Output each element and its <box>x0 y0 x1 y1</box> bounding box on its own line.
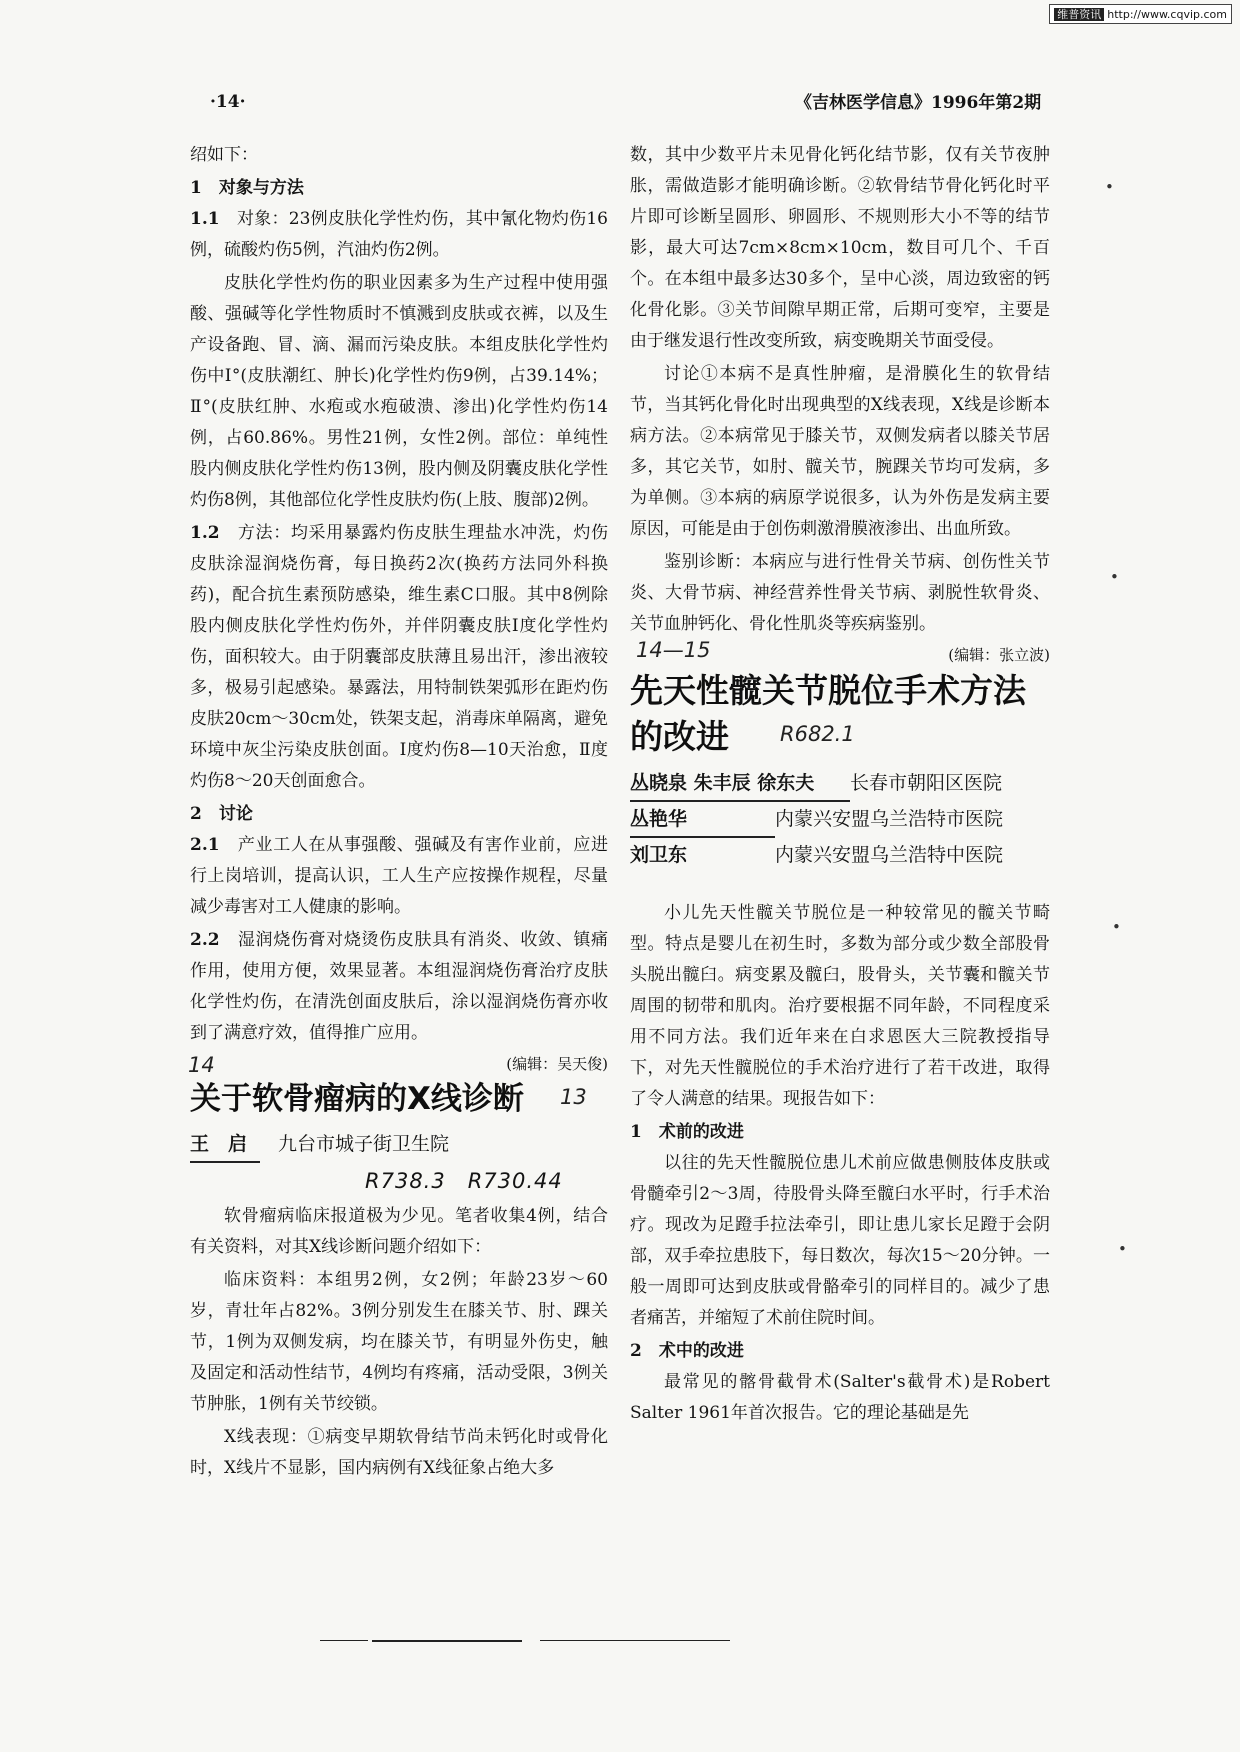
handwritten-note: 13 <box>560 1085 587 1109</box>
article-title <box>630 668 1050 760</box>
subsection-number: 2.2 <box>190 930 220 950</box>
right-column <box>630 140 1050 1431</box>
article-title-block <box>630 638 1050 760</box>
divider <box>540 1640 730 1641</box>
author-line <box>630 802 1050 838</box>
handwritten-note: 14—15 <box>636 638 711 662</box>
paragraph: 临床资料：本组男2例，女2例；年龄23岁～60岁，青壮年占82%。3例分别发生在膝关节、肘、踝关节，1例为双侧发病，均在膝关节，有明显外伤史，触及固定和活动性结节，4例均有疼痛，活动受限，3例关节肿胀，1例有关节绞锁。 <box>190 1270 608 1414</box>
section-heading: 1 对象与方法 <box>190 178 304 198</box>
author-line <box>630 766 1050 802</box>
paragraph: 小儿先天性髋关节脱位是一种较常见的髋关节畸型。特点是婴儿在初生时，多数为部分或少数全部股骨头脱出髋臼。病变累及髋臼，股骨头，关节囊和髋关节周围的韧带和肌肉。治疗要根据不同年龄，不同程度采用不同方法。我们近年来在白求恩医大三院教授指导下，对先天性髋脱位的手术治疗进行了若干改进，取得了令人满意的结果。现报告如下： <box>630 903 1050 1109</box>
paragraph: 鉴别诊断：本病应与进行性骨关节病、创伤性关节炎、大骨节病、神经营养性骨关节病、剥脱性软骨炎、关节血肿钙化、骨化性肌炎等疾病鉴别。 <box>630 552 1050 634</box>
author-line <box>630 838 1050 872</box>
section-heading: 2 讨论 <box>190 804 253 824</box>
paragraph: 软骨瘤病临床报道极为少见。笔者收集4例，结合有关资料，对其X线诊断问题介绍如下： <box>190 1206 608 1257</box>
paragraph: 以往的先天性髋脱位患儿术前应做患侧肢体皮肤或骨髓牵引2～3周，待股骨头降至髋臼水平时，行手术治疗。现改为足蹬手拉法牵引，即让患儿家长足蹬于会阴部，双手牵拉患肢下，每日数次，每次15～20分钟。一般一周即可达到皮肤或骨骼牵引的同样目的。减少了患者痛苦，并缩短了术前住院时间。 <box>630 1153 1050 1328</box>
paragraph-text: 湿润烧伤膏对烧烫伤皮肤具有消炎、收敛、镇痛作用，使用方便，效果显著。本组湿润烧伤膏治疗皮肤化学性灼伤，在清洗创面皮肤后，涂以湿润烧伤膏亦收到了满意疗效，值得推广应用。 <box>190 930 609 1043</box>
divider <box>320 1640 368 1641</box>
handwritten-note: 14 <box>188 1053 215 1077</box>
scan-mark: • <box>1110 568 1119 586</box>
author-line <box>190 1127 608 1163</box>
paragraph-text: 产业工人在从事强酸、强碱及有害作业前，应进行上岗培训，提高认识，工人生产应按操作规程，尽量减少毒害对工人健康的影响。 <box>190 835 609 917</box>
author-affiliation: 内蒙兴安盟乌兰浩特市医院 <box>775 808 1004 830</box>
subsection-number: 1.1 <box>190 209 220 229</box>
editor-credit: (编辑：张立波) <box>948 646 1050 664</box>
page-number: ·14· <box>210 92 246 112</box>
author-name: 刘卫东 <box>630 844 688 866</box>
author-name: 王 启 <box>190 1127 260 1163</box>
scan-mark: • <box>1105 178 1114 196</box>
article-title-block <box>190 1051 608 1121</box>
section-heading: 1 术前的改进 <box>630 1122 744 1142</box>
author-name: 丛艳华 <box>630 802 775 838</box>
paragraph: 皮肤化学性灼伤的职业因素多为生产过程中使用强酸、强碱等化学性物质时不慎溅到皮肤或衣裤，以及生产设备跑、冒、滴、漏而污染皮肤。本组皮肤化学性灼伤中Ⅰ°(皮肤潮红、肿长)化学性灼伤9例，占39.14%；Ⅱ°(皮肤红肿、水疱或水疱破溃、渗出)化学性灼伤14例，占60.86%。男性21例，女性2例。部位：单纯性股内侧皮肤化学性灼伤13例，股内侧及阴囊皮肤化学性灼伤8例，其他部位化学性皮肤灼伤(上肢、腹部)2例。 <box>190 273 608 510</box>
editor-credit: (编辑：吴天俊) <box>506 1055 608 1073</box>
paragraph <box>190 830 608 923</box>
paragraph: 绍如下： <box>190 145 258 165</box>
scan-mark: • <box>1118 1240 1127 1258</box>
watermark <box>1049 4 1232 24</box>
watermark-url[interactable]: http://www.cqvip.com <box>1107 8 1227 21</box>
article-title: 关于软骨瘤病的X线诊断 <box>190 1081 524 1117</box>
author-name: 丛晓泉 朱丰辰 徐东夫 <box>630 766 850 802</box>
author-list <box>630 766 1050 872</box>
classification-codes: R682.1 <box>780 722 855 746</box>
paragraph <box>190 518 608 797</box>
classification-codes: R738.3 R730.44 <box>365 1169 563 1193</box>
subsection-number: 2.1 <box>190 835 220 855</box>
journal-header: 《吉林医学信息》1996年第2期 <box>795 93 1042 113</box>
scan-mark: • <box>1112 918 1121 936</box>
article-title-line: 的改进 <box>630 717 729 756</box>
divider <box>372 1640 522 1642</box>
paragraph: 最常见的髂骨截骨术(Salter's截骨术)是Robert Salter 1961年首次报告。它的理论基础是先 <box>630 1372 1050 1423</box>
paragraph-text: 方法：均采用暴露灼伤皮肤生理盐水冲洗，灼伤皮肤涂湿润烧伤膏，每日换药2次(换药方法同外科换药)，配合抗生素预防感染，维生素C口服。其中8例除股内侧皮肤化学性灼伤外，并伴阴囊皮肤Ⅰ度化学性灼伤，面积较大。由于阴囊部皮肤薄且易出汗，渗出液较多，极易引起感染。暴露法，用特制铁架弧形在距灼伤皮肤20cm～30cm处，铁架支起，消毒床单隔离，避免环境中灰尘污染皮肤创面。Ⅰ度灼伤8—10天治愈，Ⅱ度灼伤8～20天创面愈合。 <box>190 523 609 791</box>
watermark-label: 维普资讯 <box>1054 8 1104 21</box>
paragraph: 数，其中少数平片未见骨化钙化结节影，仅有关节夜肿胀，需做造影才能明确诊断。②软骨结节骨化钙化时平片即可诊断呈圆形、卵圆形、不规则形大小不等的结节影，最大可达7cm×8cm×10cm，数目可几个、千百个。在本组中最多达30多个，呈中心淡，周边致密的钙化骨化影。③关节间隙早期正常，后期可变窄，主要是由于继发退行性改变所致，病变晚期关节面受侵。 <box>630 145 1050 351</box>
article-title-line: 先天性髋关节脱位手术方法 <box>630 671 1026 710</box>
author-affiliation: 长春市朝阳区医院 <box>850 772 1003 794</box>
paragraph-text: 对象：23例皮肤化学性灼伤，其中氰化物灼伤16例，硫酸灼伤5例，汽油灼伤2例。 <box>190 209 608 260</box>
left-column <box>190 140 608 1486</box>
paragraph: X线表现：①病变早期软骨结节尚未钙化时或骨化时，X线片不显影，国内病例有X线征象占绝大多 <box>190 1427 608 1478</box>
section-heading: 2 术中的改进 <box>630 1341 744 1361</box>
paragraph <box>190 925 608 1049</box>
paragraph: 讨论①本病不是真性肿瘤，是滑膜化生的软骨结节，当其钙化骨化时出现典型的X线表现，X线是诊断本病方法。②本病常见于膝关节，双侧发病者以膝关节居多，其它关节，如肘、髋关节，腕踝关节均可发病，多为单侧。③本病的病原学说很多，认为外伤是发病主要原因，可能是由于创伤刺激滑膜液渗出、出血所致。 <box>630 364 1050 539</box>
subsection-number: 1.2 <box>190 523 220 543</box>
paragraph <box>190 204 608 266</box>
author-affiliation: 内蒙兴安盟乌兰浩特中医院 <box>775 844 1004 866</box>
author-affiliation: 九台市城子街卫生院 <box>278 1133 450 1155</box>
